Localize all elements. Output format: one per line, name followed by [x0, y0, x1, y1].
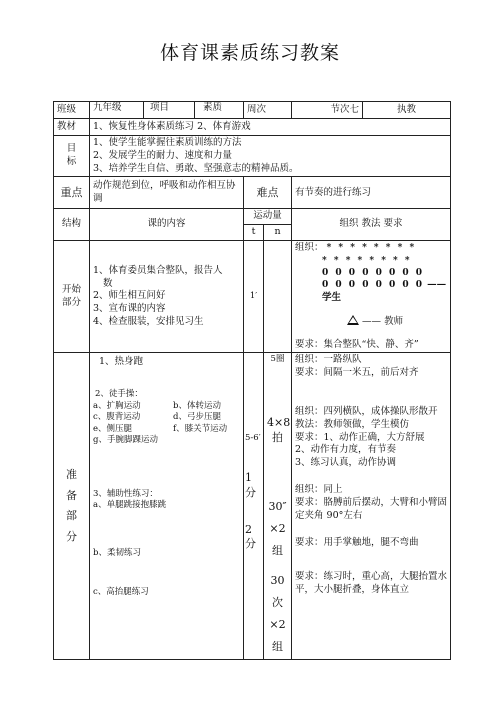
prep-org: 3、练习认真，动作协调: [295, 457, 397, 469]
start-item: 1、体育委员集合整队，报告人: [93, 264, 223, 276]
formation-circle-row: 0 0 0 0 0 0 0 0: [322, 280, 425, 291]
col-t: t: [244, 225, 264, 241]
teacher-triangle-icon: [347, 315, 359, 325]
key-row: [54, 177, 451, 209]
col-load: 运动量: [244, 209, 292, 225]
col-org: 组织 教法 要求: [292, 209, 451, 241]
formation-star-row: * * * * * * * *: [326, 243, 417, 254]
prep-count-knee: 30次: [270, 573, 285, 609]
prep-org: 组织：四列横队，成体操队形散开: [295, 406, 438, 418]
start-org-label: 组织：: [295, 242, 324, 254]
warmup-item: 1、热身跑: [99, 356, 144, 368]
exercise-item: a、扩胸运动: [93, 400, 141, 411]
prep-time-aux-unit: 分: [245, 485, 256, 499]
goals-label-2: 标: [66, 156, 77, 168]
lesson-label: 节次七: [292, 102, 363, 119]
prep-time-flex: 2: [245, 522, 252, 536]
col-structure: 结构: [54, 209, 90, 241]
student-legend: —— 学生: [322, 279, 447, 303]
prep-count-knee-sets: ×2: [269, 617, 286, 631]
start-label-2: 部分: [61, 296, 81, 308]
formation-circle-row: 0 0 0 0 0 0 0 0: [322, 268, 425, 279]
prep-count-jump: 30″: [268, 499, 287, 513]
aux-item: a、单腿跳接抱膝跳: [93, 500, 167, 511]
start-label-1: 开始: [61, 283, 81, 295]
material-label: 教材: [54, 119, 90, 136]
aux-item: b、柔韧练习: [93, 547, 141, 558]
prep-label: 分: [66, 530, 77, 544]
prep-count-knee-unit: 组: [272, 639, 283, 653]
goal-item: 3、培养学生自信、勇敢、坚强意志的精神品质。: [93, 162, 299, 174]
goals-row: [54, 136, 451, 177]
prep-org: 要求：1、动作正确，大方舒展: [295, 431, 425, 443]
prep-org: 要求：间隔一米五，前后对齐: [295, 367, 419, 379]
start-requirement: 要求：集合整队“快、静、齐”: [295, 338, 419, 350]
prep-count-exercise-unit: 拍: [272, 430, 283, 444]
start-item: 4、检查服装，安排见习生: [93, 315, 204, 327]
material-text: 1、恢复性身体素质练习 2、体育游戏: [90, 119, 451, 136]
exercise-item: d、弓步压腿: [173, 412, 221, 423]
difficulty-label: 难点: [244, 177, 292, 209]
column-header-row: [54, 209, 451, 225]
exercise-item: e、侧压腿: [93, 423, 133, 434]
teacher-legend: —— 教师: [362, 315, 404, 327]
teacher-label: 执教: [363, 102, 451, 119]
page-title: 体育课素质练习教案: [159, 42, 340, 64]
prep-time-main: 5-6′: [245, 433, 261, 444]
key-text: 动作规范到位，呼吸和动作相互协调: [90, 177, 244, 209]
prep-label: 准: [66, 467, 77, 481]
item-value: 素质: [203, 102, 223, 113]
key-label: 重点: [54, 177, 90, 209]
prep-org: 组织：一路纵队: [295, 354, 362, 366]
goal-item: 2、发展学生的耐力、速度和力量: [93, 149, 233, 161]
aux-item: c、高抬腿练习: [93, 586, 149, 597]
prep-org: 教法：教师领做，学生模仿: [295, 418, 410, 430]
prep-label: 备: [66, 488, 77, 502]
goals-label-1: 目: [66, 143, 77, 155]
start-time: 1′: [244, 241, 264, 353]
aux-title: 3、辅助性练习：: [93, 488, 158, 499]
formation-star-row: * * * * * * * *: [322, 255, 412, 266]
prep-org: 要求：用手掌触地，腿不弯曲: [295, 536, 419, 548]
exercise-item: g、手腕脚踝运动: [93, 435, 158, 446]
col-n: n: [264, 225, 292, 241]
prep-count-jump-sets: ×2: [269, 521, 286, 535]
prep-org: 组织：同上: [295, 484, 343, 496]
prep-label: 部: [66, 509, 77, 523]
start-item: 3、宣布课的内容: [93, 303, 166, 315]
prep-section-row: [54, 353, 451, 660]
prep-time-flex-unit: 分: [245, 537, 256, 551]
prep-count-exercise: 4×8: [267, 415, 291, 429]
difficulty-text: 有节奏的进行练习: [292, 177, 451, 209]
start-item: 2、师生相互问好: [93, 290, 166, 302]
prep-org: 要求：胳膊前后摆动，大臂和小臂固定夹角 90°左右: [295, 496, 448, 521]
info-row: [54, 102, 451, 119]
grade-label: 班级: [54, 102, 90, 119]
goal-item: 1、使学生能掌握往素质训练的方法: [93, 137, 242, 148]
prep-org: 2、动作有力度，有节奏: [295, 444, 397, 456]
lesson-plan-table: [53, 101, 451, 660]
exercise-item: b、体转运动: [173, 400, 221, 411]
col-content: 课的内容: [90, 209, 244, 241]
grade-value: 九年级: [90, 102, 144, 118]
item-label: 项目: [144, 102, 195, 118]
start-section-row: [54, 241, 451, 353]
week-label: 周次: [244, 102, 292, 119]
prep-count-run: 5圈: [270, 354, 285, 365]
prep-time-aux: 1: [245, 470, 252, 484]
exercise-item: c、腹背运动: [93, 412, 141, 423]
prep-count-jump-unit: 组: [272, 543, 283, 557]
start-item: 数: [103, 277, 113, 289]
exercise-item: f、膝关节运动: [173, 423, 228, 434]
material-row: [54, 119, 451, 136]
exercise-title: 2、徒手操：: [95, 389, 143, 400]
prep-org: 要求：练习时，重心高，大腿抬置水平，大小腿折叠，身体直立: [295, 571, 448, 596]
